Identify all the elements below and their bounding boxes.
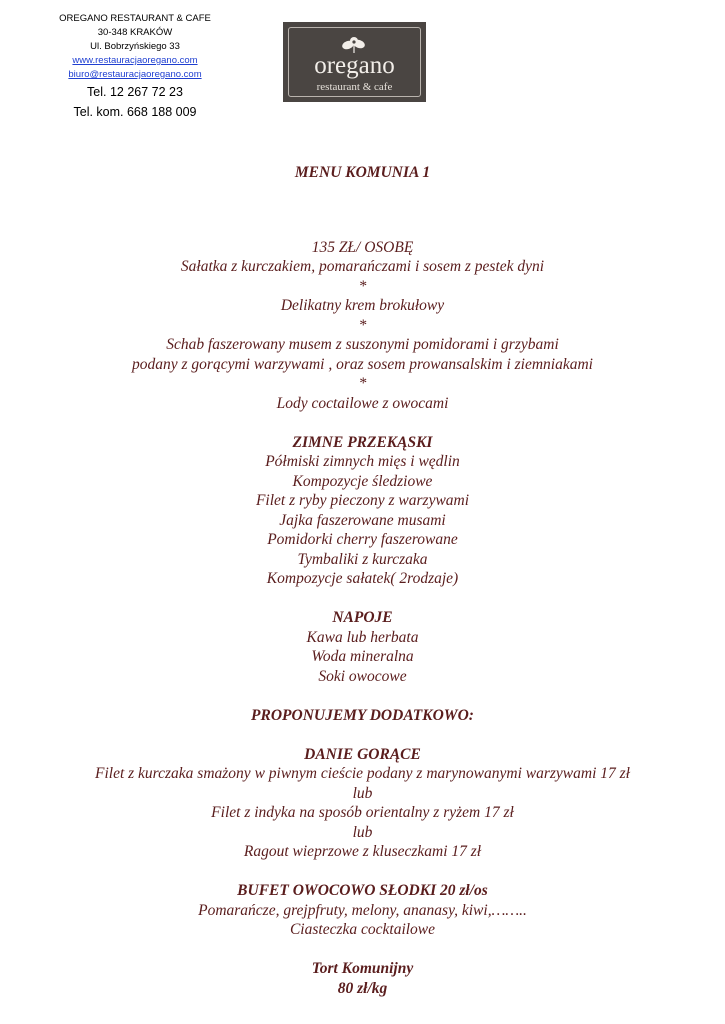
drink-item: Soki owocowe [318,667,407,685]
separator-star: * [358,316,367,334]
cold-item: Jajka faszerowane musami [279,511,446,529]
menu-title: MENU KOMUNIA 1 [294,164,431,181]
menu [0,163,725,998]
cold-appetizers-heading: ZIMNE PRZEKĄSKI [292,433,433,451]
extras-heading: PROPONUJEMY DODATKOWO: [251,706,474,724]
postal-code: 30-348 KRAKÓW [97,27,173,38]
email-link[interactable]: biuro@restauracjaoregano.com [68,69,202,80]
street-address: Ul. Bobrzyńskiego 33 [90,41,180,52]
cake-price: 80 zł/kg [337,979,388,997]
cold-item: Tymbaliki z kurczaka [297,550,428,568]
course-line: Sałatka z kurczakiem, pomarańczami i sosem z pestek dyni [180,258,545,275]
hot-dish-heading: DANIE GORĄCE [304,745,421,763]
contact-block [40,12,230,122]
restaurant-name: OREGANO RESTAURANT & CAFE [59,13,211,24]
mobile-number: Tel. kom. 668 188 009 [73,105,197,119]
drink-item: Woda mineralna [311,648,414,665]
cold-item: Półmiski zimnych mięs i wędlin [265,453,460,470]
logo [283,22,426,102]
cold-item: Pomidorki cherry faszerowane [267,531,458,548]
logo-subtitle: restaurant & cafe [316,81,393,93]
logo-name: oregano [314,52,395,79]
menu-price: 135 ZŁ/ OSOBĘ [311,238,414,256]
buffet-item: Pomarańcze, grejpfruty, melony, ananasy, kiwi,…….. [198,901,527,919]
website-link[interactable]: www.restauracjaoregano.com [72,55,198,66]
drinks-heading: NAPOJE [332,609,393,626]
or-separator: lub [352,784,373,802]
or-separator: lub [352,823,373,841]
cold-item: Kompozycje śledziowe [292,472,433,490]
cold-item: Kompozycje sałatek( 2rodzaje) [266,570,459,587]
cake-heading: Tort Komunijny [311,960,414,977]
drink-item: Kawa lub herbata [306,628,419,646]
course-line: Lody coctailowe z owocami [276,394,449,412]
hot-item: Filet z indyka na sposób orientalny z ryżem 17 zł [211,804,514,821]
course-line: Delikatny krem brokułowy [280,297,445,314]
hot-item: Ragout wieprzowe z kluseczkami 17 zł [243,843,482,860]
buffet-item: Ciasteczka cocktailowe [289,921,436,938]
hot-item: Filet z kurczaka smażony w piwnym cieście podany z marynowanymi warzywami 17 zł [95,765,630,782]
cold-item: Filet z ryby pieczony z warzywami [255,492,470,509]
buffet-heading: BUFET OWOCOWO SŁODKI 20 zł/os [237,882,488,899]
separator-star: * [358,277,367,295]
course-line: Schab faszerowany musem z suszonymi pomidorami i grzybami [166,336,559,353]
separator-star: * [358,375,367,392]
course-line: podany z gorącymi warzywami , oraz sosem prowansalskim i ziemniakami [132,355,593,373]
phone-number: Tel. 12 267 72 23 [87,85,183,99]
